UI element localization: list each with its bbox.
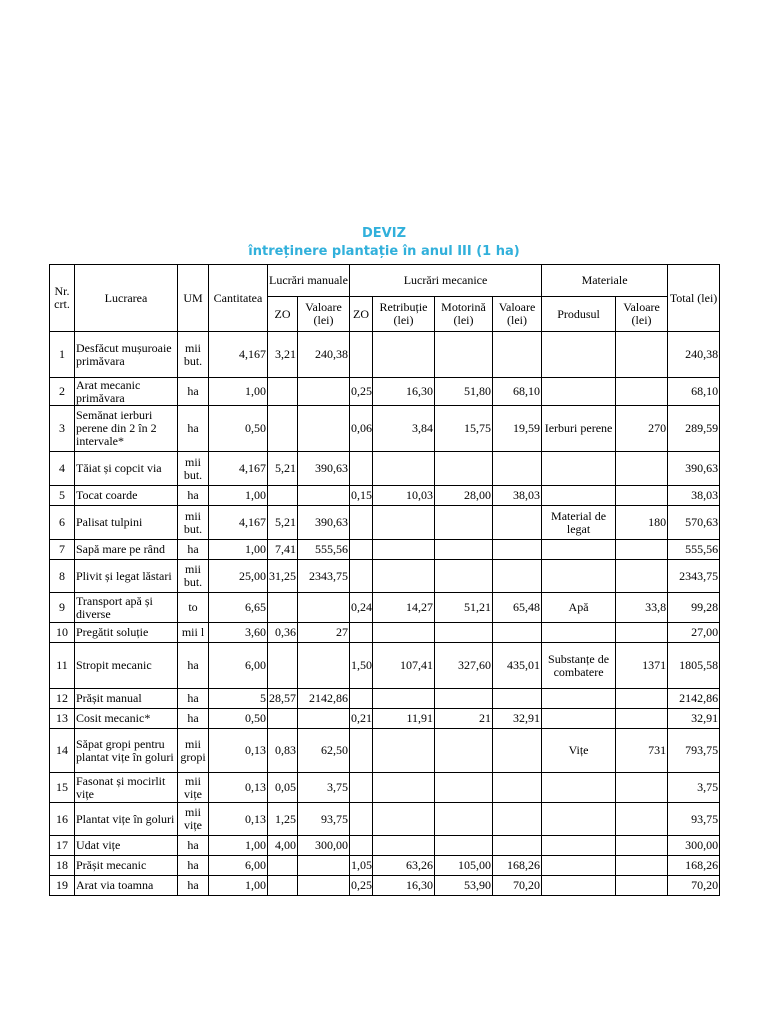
cell-motorina [435, 803, 493, 836]
cell-valoare-mecanic [493, 803, 542, 836]
cell-valoare-mecanic [493, 689, 542, 709]
header-retributie: Retribuție (lei) [373, 297, 435, 332]
cell-valoare-mecanic: 32,91 [493, 709, 542, 729]
cell-valoare-mecanic: 38,03 [493, 486, 542, 506]
row-number: 4 [50, 452, 75, 486]
cell-zo-manual: 5,21 [268, 506, 298, 540]
cell-motorina [435, 773, 493, 803]
cell-motorina [435, 452, 493, 486]
header-zo-mecanic: ZO [350, 297, 373, 332]
cell-cantitate: 0,50 [209, 406, 268, 452]
cell-zo-manual [268, 643, 298, 689]
cell-retributie [373, 540, 435, 560]
cell-valoare-materiale [616, 540, 668, 560]
row-number: 5 [50, 486, 75, 506]
header-valoare-mecanic: Valoare (lei) [493, 297, 542, 332]
table-row [50, 593, 720, 623]
cell-zo-mecanic [350, 803, 373, 836]
cell-produs [542, 378, 616, 406]
cell-valoare-mecanic: 168,26 [493, 856, 542, 876]
cell-lucrarea: Prășit mecanic [75, 856, 178, 876]
cell-um: ha [178, 709, 209, 729]
row-number: 6 [50, 506, 75, 540]
header-nr: Nr. crt. [50, 265, 75, 332]
cell-lucrarea: Arat via toamna [75, 876, 178, 896]
cell-cantitate: 4,167 [209, 452, 268, 486]
cell-valoare-materiale [616, 709, 668, 729]
table-row [50, 709, 720, 729]
table-row [50, 486, 720, 506]
table-row [50, 643, 720, 689]
cell-valoare-manual [298, 876, 350, 896]
cell-um: ha [178, 836, 209, 856]
cell-cantitate: 1,00 [209, 486, 268, 506]
cell-zo-manual: 7,41 [268, 540, 298, 560]
table-row [50, 773, 720, 803]
cell-total: 68,10 [668, 378, 720, 406]
cell-motorina: 105,00 [435, 856, 493, 876]
table-row [50, 452, 720, 486]
cell-zo-manual: 1,25 [268, 803, 298, 836]
cell-valoare-mecanic [493, 560, 542, 593]
cell-total: 3,75 [668, 773, 720, 803]
cell-motorina [435, 506, 493, 540]
cell-produs: Ierburi perene [542, 406, 616, 452]
cell-valoare-manual: 62,50 [298, 729, 350, 773]
cell-zo-mecanic [350, 452, 373, 486]
cell-valoare-manual [298, 486, 350, 506]
cell-cantitate: 4,167 [209, 506, 268, 540]
cell-lucrarea: Cosit mecanic* [75, 709, 178, 729]
header-produsul: Produsul [542, 297, 616, 332]
cell-produs [542, 560, 616, 593]
row-number: 19 [50, 876, 75, 896]
cell-valoare-materiale: 1371 [616, 643, 668, 689]
row-number: 17 [50, 836, 75, 856]
cell-valoare-mecanic [493, 623, 542, 643]
cell-retributie: 16,30 [373, 378, 435, 406]
cell-total: 2343,75 [668, 560, 720, 593]
header-lucrari-manuale: Lucrări manuale [268, 265, 350, 297]
cell-cantitate: 0,13 [209, 773, 268, 803]
cell-total: 240,38 [668, 332, 720, 378]
cell-valoare-manual: 3,75 [298, 773, 350, 803]
cell-cantitate: 3,60 [209, 623, 268, 643]
cell-lucrarea: Pregătit soluție [75, 623, 178, 643]
cell-um: mii gropi [178, 729, 209, 773]
cell-valoare-materiale: 180 [616, 506, 668, 540]
cell-zo-manual: 4,00 [268, 836, 298, 856]
estimate-table [49, 264, 720, 896]
cell-zo-manual: 3,21 [268, 332, 298, 378]
cell-lucrarea: Plantat vițe în goluri [75, 803, 178, 836]
header-zo-manual: ZO [268, 297, 298, 332]
cell-cantitate: 1,00 [209, 540, 268, 560]
cell-retributie [373, 803, 435, 836]
cell-zo-mecanic: 1,05 [350, 856, 373, 876]
cell-zo-manual: 28,57 [268, 689, 298, 709]
cell-produs: Substanțe de combatere [542, 643, 616, 689]
header-valoare-materiale: Valoare (lei) [616, 297, 668, 332]
row-number: 7 [50, 540, 75, 560]
cell-produs [542, 689, 616, 709]
cell-valoare-mecanic [493, 452, 542, 486]
cell-zo-manual: 31,25 [268, 560, 298, 593]
cell-motorina: 51,80 [435, 378, 493, 406]
header-total: Total (lei) [668, 265, 720, 332]
cell-cantitate: 0,13 [209, 729, 268, 773]
cell-um: to [178, 593, 209, 623]
cell-um: mii but. [178, 506, 209, 540]
cell-produs: Vițe [542, 729, 616, 773]
cell-valoare-materiale [616, 332, 668, 378]
cell-valoare-materiale [616, 773, 668, 803]
cell-produs [542, 773, 616, 803]
cell-zo-mecanic [350, 560, 373, 593]
cell-lucrarea: Desfăcut mușuroaie primăvara [75, 332, 178, 378]
cell-valoare-manual [298, 643, 350, 689]
cell-valoare-materiale [616, 486, 668, 506]
row-number: 2 [50, 378, 75, 406]
cell-valoare-manual: 27 [298, 623, 350, 643]
cell-motorina [435, 560, 493, 593]
cell-valoare-manual: 300,00 [298, 836, 350, 856]
cell-motorina [435, 689, 493, 709]
table-row [50, 332, 720, 378]
cell-valoare-manual [298, 856, 350, 876]
cell-retributie [373, 729, 435, 773]
cell-valoare-materiale: 270 [616, 406, 668, 452]
row-number: 14 [50, 729, 75, 773]
cell-lucrarea: Săpat gropi pentru plantat vițe în goluri [75, 729, 178, 773]
cell-zo-manual [268, 709, 298, 729]
cell-um: mii vițe [178, 773, 209, 803]
cell-motorina: 53,90 [435, 876, 493, 896]
cell-motorina [435, 332, 493, 378]
cell-retributie [373, 773, 435, 803]
cell-motorina: 21 [435, 709, 493, 729]
cell-um: ha [178, 378, 209, 406]
cell-valoare-manual: 2142,86 [298, 689, 350, 709]
cell-zo-manual [268, 593, 298, 623]
cell-retributie: 11,91 [373, 709, 435, 729]
cell-motorina [435, 540, 493, 560]
cell-cantitate: 1,00 [209, 876, 268, 896]
cell-zo-mecanic: 0,25 [350, 378, 373, 406]
cell-total: 2142,86 [668, 689, 720, 709]
cell-um: ha [178, 876, 209, 896]
table-row [50, 856, 720, 876]
cell-valoare-manual [298, 378, 350, 406]
cell-um: mii but. [178, 452, 209, 486]
cell-valoare-manual: 240,38 [298, 332, 350, 378]
table-row [50, 560, 720, 593]
cell-cantitate: 6,00 [209, 856, 268, 876]
row-number: 10 [50, 623, 75, 643]
cell-zo-mecanic: 1,50 [350, 643, 373, 689]
cell-produs [542, 540, 616, 560]
header-lucrari-mecanice: Lucrări mecanice [350, 265, 542, 297]
cell-valoare-mecanic: 435,01 [493, 643, 542, 689]
row-number: 11 [50, 643, 75, 689]
cell-valoare-mecanic [493, 506, 542, 540]
cell-valoare-mecanic [493, 540, 542, 560]
document-title: DEVIZ [362, 226, 406, 241]
cell-produs: Material de legat [542, 506, 616, 540]
cell-valoare-materiale [616, 803, 668, 836]
cell-produs: Apă [542, 593, 616, 623]
cell-valoare-manual: 93,75 [298, 803, 350, 836]
header-cantitatea: Cantitatea [209, 265, 268, 332]
cell-lucrarea: Udat vițe [75, 836, 178, 856]
row-number: 16 [50, 803, 75, 836]
cell-um: ha [178, 689, 209, 709]
table-row [50, 506, 720, 540]
cell-um: mii l [178, 623, 209, 643]
cell-total: 300,00 [668, 836, 720, 856]
cell-lucrarea: Prășit manual [75, 689, 178, 709]
cell-um: ha [178, 856, 209, 876]
cell-retributie: 3,84 [373, 406, 435, 452]
cell-um: ha [178, 643, 209, 689]
cell-motorina [435, 836, 493, 856]
cell-zo-mecanic [350, 729, 373, 773]
cell-valoare-manual [298, 406, 350, 452]
cell-lucrarea: Tocat coarde [75, 486, 178, 506]
cell-um: ha [178, 406, 209, 452]
cell-cantitate: 6,65 [209, 593, 268, 623]
cell-zo-mecanic [350, 689, 373, 709]
cell-total: 793,75 [668, 729, 720, 773]
table-row [50, 378, 720, 406]
cell-retributie [373, 836, 435, 856]
cell-zo-mecanic: 0,21 [350, 709, 373, 729]
cell-lucrarea: Stropit mecanic [75, 643, 178, 689]
row-number: 8 [50, 560, 75, 593]
cell-lucrarea: Sapă mare pe rând [75, 540, 178, 560]
cell-retributie [373, 332, 435, 378]
cell-valoare-mecanic [493, 773, 542, 803]
cell-valoare-materiale [616, 876, 668, 896]
cell-produs [542, 709, 616, 729]
cell-valoare-mecanic: 68,10 [493, 378, 542, 406]
cell-valoare-manual: 555,56 [298, 540, 350, 560]
table-row [50, 623, 720, 643]
cell-valoare-materiale: 33,8 [616, 593, 668, 623]
table-row [50, 876, 720, 896]
cell-motorina [435, 623, 493, 643]
row-number: 18 [50, 856, 75, 876]
cell-lucrarea: Tăiat și copcit via [75, 452, 178, 486]
cell-valoare-mecanic [493, 836, 542, 856]
header-motorina: Motorină (lei) [435, 297, 493, 332]
cell-valoare-materiale [616, 623, 668, 643]
cell-valoare-mecanic [493, 729, 542, 773]
cell-zo-mecanic: 0,25 [350, 876, 373, 896]
cell-motorina: 51,21 [435, 593, 493, 623]
cell-cantitate: 6,00 [209, 643, 268, 689]
cell-cantitate: 4,167 [209, 332, 268, 378]
cell-total: 93,75 [668, 803, 720, 836]
header-lucrarea: Lucrarea [75, 265, 178, 332]
cell-zo-mecanic [350, 836, 373, 856]
cell-motorina [435, 729, 493, 773]
cell-total: 1805,58 [668, 643, 720, 689]
document-subtitle: întreținere plantație în anul III (1 ha) [248, 244, 520, 259]
cell-zo-manual: 0,05 [268, 773, 298, 803]
row-number: 13 [50, 709, 75, 729]
cell-lucrarea: Fasonat și mocirlit vițe [75, 773, 178, 803]
table-row [50, 803, 720, 836]
cell-valoare-manual: 390,63 [298, 452, 350, 486]
cell-zo-manual [268, 378, 298, 406]
cell-produs [542, 803, 616, 836]
cell-valoare-materiale [616, 836, 668, 856]
cell-total: 289,59 [668, 406, 720, 452]
cell-um: mii but. [178, 332, 209, 378]
cell-cantitate: 1,00 [209, 378, 268, 406]
cell-valoare-manual [298, 593, 350, 623]
cell-motorina: 15,75 [435, 406, 493, 452]
cell-produs [542, 876, 616, 896]
cell-produs [542, 836, 616, 856]
cell-valoare-manual [298, 709, 350, 729]
cell-produs [542, 856, 616, 876]
cell-retributie: 107,41 [373, 643, 435, 689]
cell-retributie [373, 623, 435, 643]
cell-total: 390,63 [668, 452, 720, 486]
cell-zo-mecanic: 0,24 [350, 593, 373, 623]
cell-total: 70,20 [668, 876, 720, 896]
cell-retributie: 10,03 [373, 486, 435, 506]
cell-zo-mecanic [350, 623, 373, 643]
cell-total: 99,28 [668, 593, 720, 623]
row-number: 12 [50, 689, 75, 709]
cell-total: 570,63 [668, 506, 720, 540]
cell-um: mii vițe [178, 803, 209, 836]
cell-lucrarea: Semănat ierburi perene din 2 în 2 intervale* [75, 406, 178, 452]
cell-valoare-materiale [616, 452, 668, 486]
table-row [50, 729, 720, 773]
cell-valoare-materiale [616, 689, 668, 709]
cell-zo-manual [268, 856, 298, 876]
cell-valoare-mecanic: 19,59 [493, 406, 542, 452]
row-number: 3 [50, 406, 75, 452]
cell-um: ha [178, 540, 209, 560]
cell-retributie [373, 506, 435, 540]
cell-valoare-materiale [616, 378, 668, 406]
table-row [50, 406, 720, 452]
cell-zo-mecanic: 0,15 [350, 486, 373, 506]
cell-zo-mecanic [350, 506, 373, 540]
cell-valoare-materiale [616, 560, 668, 593]
cell-zo-manual: 0,83 [268, 729, 298, 773]
cell-valoare-mecanic: 65,48 [493, 593, 542, 623]
cell-zo-mecanic: 0,06 [350, 406, 373, 452]
cell-zo-manual [268, 876, 298, 896]
table-row [50, 689, 720, 709]
cell-zo-manual: 0,36 [268, 623, 298, 643]
cell-valoare-mecanic: 70,20 [493, 876, 542, 896]
cell-retributie [373, 689, 435, 709]
cell-retributie [373, 560, 435, 593]
header-materiale: Materiale [542, 265, 668, 297]
cell-produs [542, 486, 616, 506]
cell-zo-mecanic [350, 540, 373, 560]
cell-zo-mecanic [350, 332, 373, 378]
cell-valoare-materiale [616, 856, 668, 876]
cell-lucrarea: Palisat tulpini [75, 506, 178, 540]
row-number: 1 [50, 332, 75, 378]
row-number: 9 [50, 593, 75, 623]
cell-lucrarea: Transport apă și diverse [75, 593, 178, 623]
row-number: 15 [50, 773, 75, 803]
cell-total: 27,00 [668, 623, 720, 643]
cell-cantitate: 0,50 [209, 709, 268, 729]
cell-total: 32,91 [668, 709, 720, 729]
table-row [50, 540, 720, 560]
cell-motorina: 327,60 [435, 643, 493, 689]
cell-produs [542, 452, 616, 486]
cell-retributie: 16,30 [373, 876, 435, 896]
cell-retributie: 14,27 [373, 593, 435, 623]
cell-valoare-manual: 390,63 [298, 506, 350, 540]
cell-valoare-materiale: 731 [616, 729, 668, 773]
cell-lucrarea: Arat mecanic primăvara [75, 378, 178, 406]
cell-produs [542, 332, 616, 378]
cell-um: ha [178, 486, 209, 506]
header-row-1 [50, 265, 720, 297]
header-valoare-manual: Valoare (lei) [298, 297, 350, 332]
cell-total: 38,03 [668, 486, 720, 506]
cell-total: 555,56 [668, 540, 720, 560]
cell-zo-manual: 5,21 [268, 452, 298, 486]
table-row [50, 836, 720, 856]
cell-cantitate: 25,00 [209, 560, 268, 593]
cell-lucrarea: Plivit și legat lăstari [75, 560, 178, 593]
cell-valoare-manual: 2343,75 [298, 560, 350, 593]
cell-cantitate: 0,13 [209, 803, 268, 836]
cell-retributie [373, 452, 435, 486]
cell-produs [542, 623, 616, 643]
cell-um: mii but. [178, 560, 209, 593]
cell-total: 168,26 [668, 856, 720, 876]
cell-cantitate: 5 [209, 689, 268, 709]
cell-retributie: 63,26 [373, 856, 435, 876]
cell-zo-manual [268, 486, 298, 506]
cell-cantitate: 1,00 [209, 836, 268, 856]
cell-valoare-mecanic [493, 332, 542, 378]
cell-motorina: 28,00 [435, 486, 493, 506]
header-um: UM [178, 265, 209, 332]
cell-zo-manual [268, 406, 298, 452]
cell-zo-mecanic [350, 773, 373, 803]
